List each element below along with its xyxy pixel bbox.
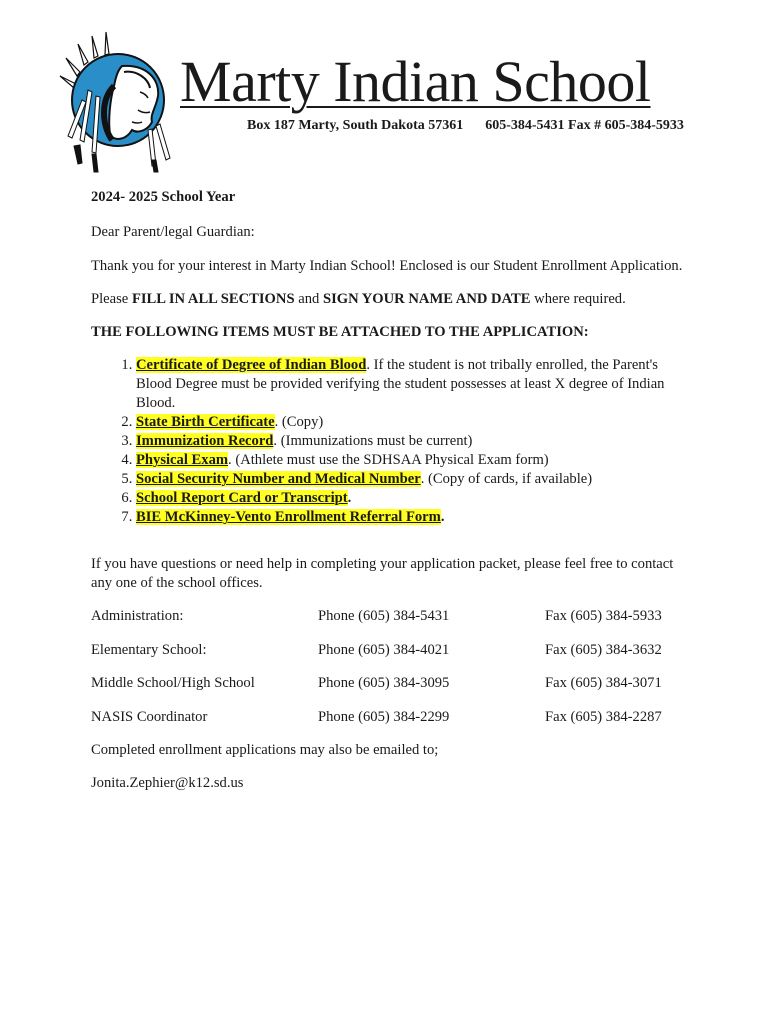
list-item: 4. Physical Exam. (Athlete must use the SDHSAA Physical Exam form) <box>136 451 691 470</box>
attachments-heading: THE FOLLOWING ITEMS MUST BE ATTACHED TO THE APPLICATION: <box>91 324 589 340</box>
office-fax: Fax (605) 384-3632 <box>545 641 662 658</box>
table-row <box>91 674 691 708</box>
list-item: 3. Immunization Record. (Immunizations must be current) <box>136 432 691 451</box>
table-row <box>91 641 691 675</box>
office-fax: Fax (605) 384-2287 <box>545 708 662 725</box>
email-note: Completed enrollment applications may also be emailed to; <box>91 742 439 758</box>
instruction-text: and <box>294 291 323 307</box>
intro-paragraph: Thank you for your interest in Marty Indian School! Enclosed is our Student Enrollment Application. <box>91 258 683 274</box>
office-fax: Fax (605) 384-5933 <box>545 608 662 624</box>
instruction-paragraph <box>91 290 691 309</box>
office-phone: Phone (605) 384-2299 <box>318 708 450 725</box>
letter-body <box>91 188 691 793</box>
school-phone-fax: 605-384-5431 Fax # 605-384-5933 <box>485 118 684 133</box>
help-paragraph: If you have questions or need help in completing your application packet, please feel free to contact any one of the school offices. <box>91 556 674 591</box>
contacts-table <box>91 607 691 741</box>
school-year-heading: 2024- 2025 School Year <box>91 189 236 205</box>
office-phone: Phone (605) 384-3095 <box>318 675 450 691</box>
office-fax: Fax (605) 384-3071 <box>545 675 662 691</box>
list-item: 2. State Birth Certificate. (Copy) <box>136 413 691 432</box>
required-items-list <box>91 356 691 527</box>
table-row <box>91 607 691 641</box>
school-contact-line <box>247 118 684 134</box>
office-name: Elementary School: <box>91 641 207 658</box>
office-name: Administration: <box>91 608 184 624</box>
office-phone: Phone (605) 384-4021 <box>318 641 450 658</box>
list-item: 6. School Report Card or Transcript. <box>136 489 691 508</box>
office-phone: Phone (605) 384-5431 <box>318 608 450 624</box>
list-item: 1. Certificate of Degree of Indian Blood. If the student is not tribally enrolled, the Parent's Blood Degree must be provided verifying the student possesses at least X degree of Indian Blood. <box>136 356 691 413</box>
list-item: 7. BIE McKinney-Vento Enrollment Referral Form. <box>136 508 691 527</box>
office-name: Middle School/High School <box>91 675 255 691</box>
office-name: NASIS Coordinator <box>91 708 208 725</box>
instruction-text: Please <box>91 291 132 307</box>
school-name-title: Marty Indian School <box>180 49 651 114</box>
school-address: Box 187 Marty, South Dakota 57361 <box>247 118 464 133</box>
instruction-text: where required. <box>530 291 626 307</box>
list-item: 5. Social Security Number and Medical Number. (Copy of cards, if available) <box>136 470 691 489</box>
indian-chief-headdress-logo-icon <box>52 30 182 175</box>
instruction-bold-sections: FILL IN ALL SECTIONS <box>131 291 295 307</box>
salutation: Dear Parent/legal Guardian: <box>91 224 255 240</box>
instruction-bold-sign: SIGN YOUR NAME AND DATE <box>322 291 531 307</box>
table-row <box>91 708 691 742</box>
contact-email: Jonita.Zephier@k12.sd.us <box>91 775 244 791</box>
